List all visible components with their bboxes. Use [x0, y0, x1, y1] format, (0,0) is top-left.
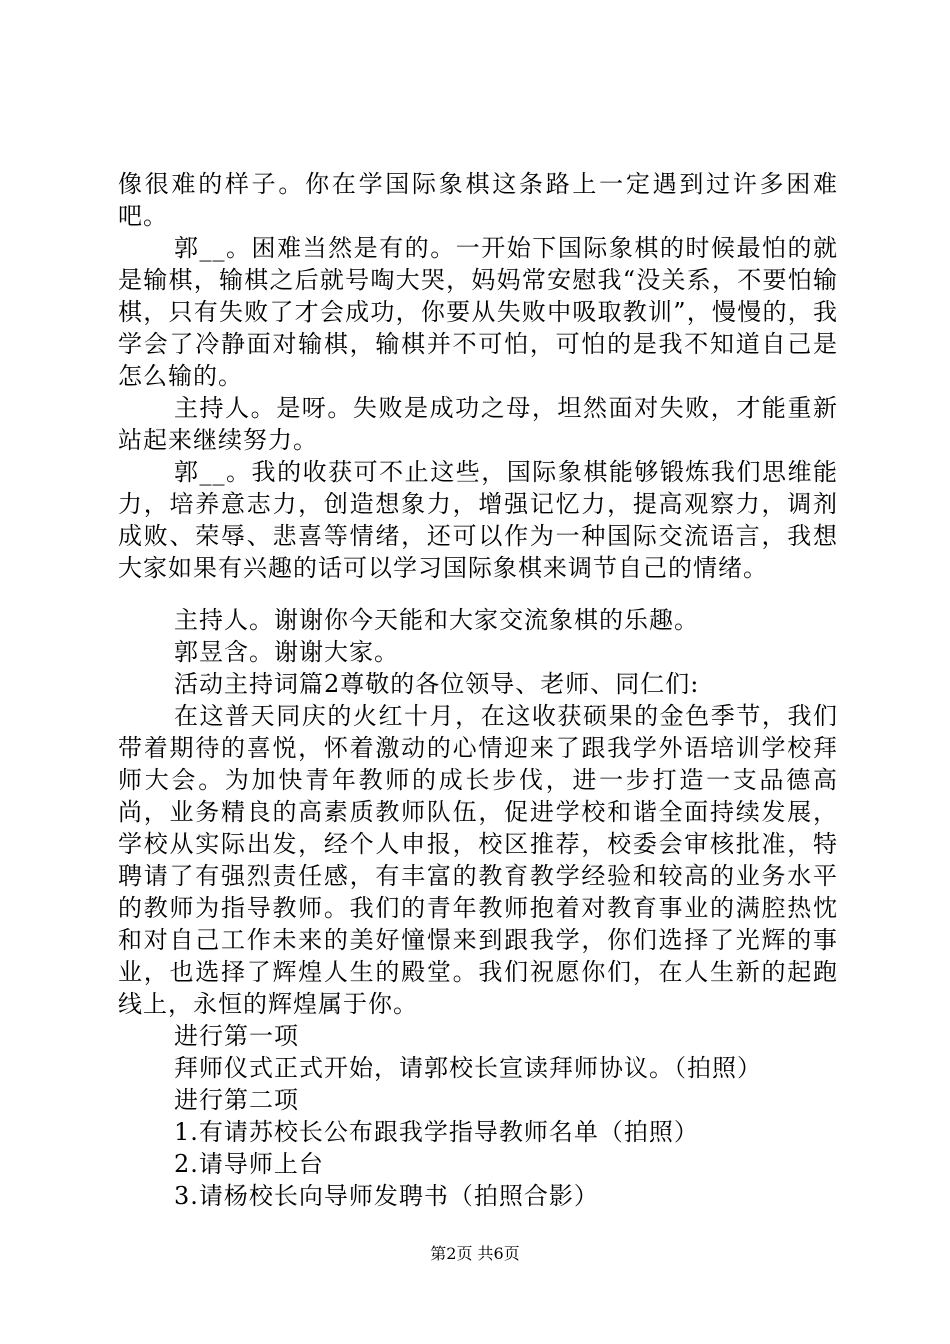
- paragraph-opening-speech: 在这普天同庆的火红十月，在这收获硕果的金色季节，我们带着期待的喜悦，怀着激动的心情迎来了跟我学外语培训学校拜师大会。为加快青年教师的成长步伐，进一步打造一支品德高尚，业务精良的高素质教师队伍，促进学校和谐全面持续发展，学校从实际出发，经个人申报，校区推荐，校委会审核批准，特聘请了有强烈责任感，有丰富的教育教学经验和较高的业务水平的教师为指导教师。我们的青年教师抱着对教育事业的满腔热忱和对自己工作未来的美好憧憬来到跟我学，你们选择了光辉的事业，也选择了辉煌人生的殿堂。我们祝愿你们，在人生新的起跑线上，永恒的辉煌属于你。: [118, 702, 838, 1018]
- ceremony-section: [118, 604, 838, 1212]
- paragraph-item-two: 进行第二项: [174, 1086, 299, 1114]
- paragraph-guo-difficulty: 郭__。困难当然是有的。一开始下国际象棋的时候最怕的就是输棋，输棋之后就号啕大哭，妈妈常安慰我“没关系，不要怕输棋，只有失败了才会成功，你要从失败中吸取教训”，慢慢的，我学会了冷静面对输棋，输棋并不可怕，可怕的是我不知道自己是怎么输的。: [118, 234, 838, 390]
- page-number-footer: 第2页 共6页: [430, 1244, 520, 1263]
- paragraph-ceremony-start: 拜师仪式正式开始，请郭校长宣读拜师协议。（拍照）: [174, 1054, 762, 1082]
- paragraph-host-thanks: 主持人。谢谢你今天能和大家交流象棋的乐趣。: [174, 606, 699, 634]
- dialogue-section: [118, 168, 838, 584]
- paragraph-guo-gains: 郭__。我的收获可不止这些，国际象棋能够锻炼我们思维能力，培养意志力，创造想象力，增强记忆力，提高观察力，调剂成败、荣辱、悲喜等情绪，还可以作为一种国际交流语言，我想大家如果有兴趣的话可以学习国际象棋来调节自己的情绪。: [118, 458, 838, 582]
- list-item-2: 2.请导师上台: [174, 1150, 324, 1178]
- paragraph-section-title: 活动主持词篇2尊敬的各位领导、老师、同仁们:: [174, 670, 700, 698]
- list-item-1: 1.有请苏校长公布跟我学指导教师名单（拍照）: [174, 1118, 699, 1146]
- paragraph-item-one: 进行第一项: [174, 1022, 299, 1050]
- list-item-3: 3.请杨校长向导师发聘书（拍照合影）: [174, 1182, 599, 1210]
- paragraph-guo-thanks: 郭昱含。谢谢大家。: [174, 638, 399, 666]
- paragraph-host-failure: 主持人。是呀。失败是成功之母，坦然面对失败，才能重新站起来继续努力。: [118, 394, 838, 454]
- paragraph-continuation: 像很难的样子。你在学国际象棋这条路上一定遇到过许多困难吧。: [118, 170, 838, 230]
